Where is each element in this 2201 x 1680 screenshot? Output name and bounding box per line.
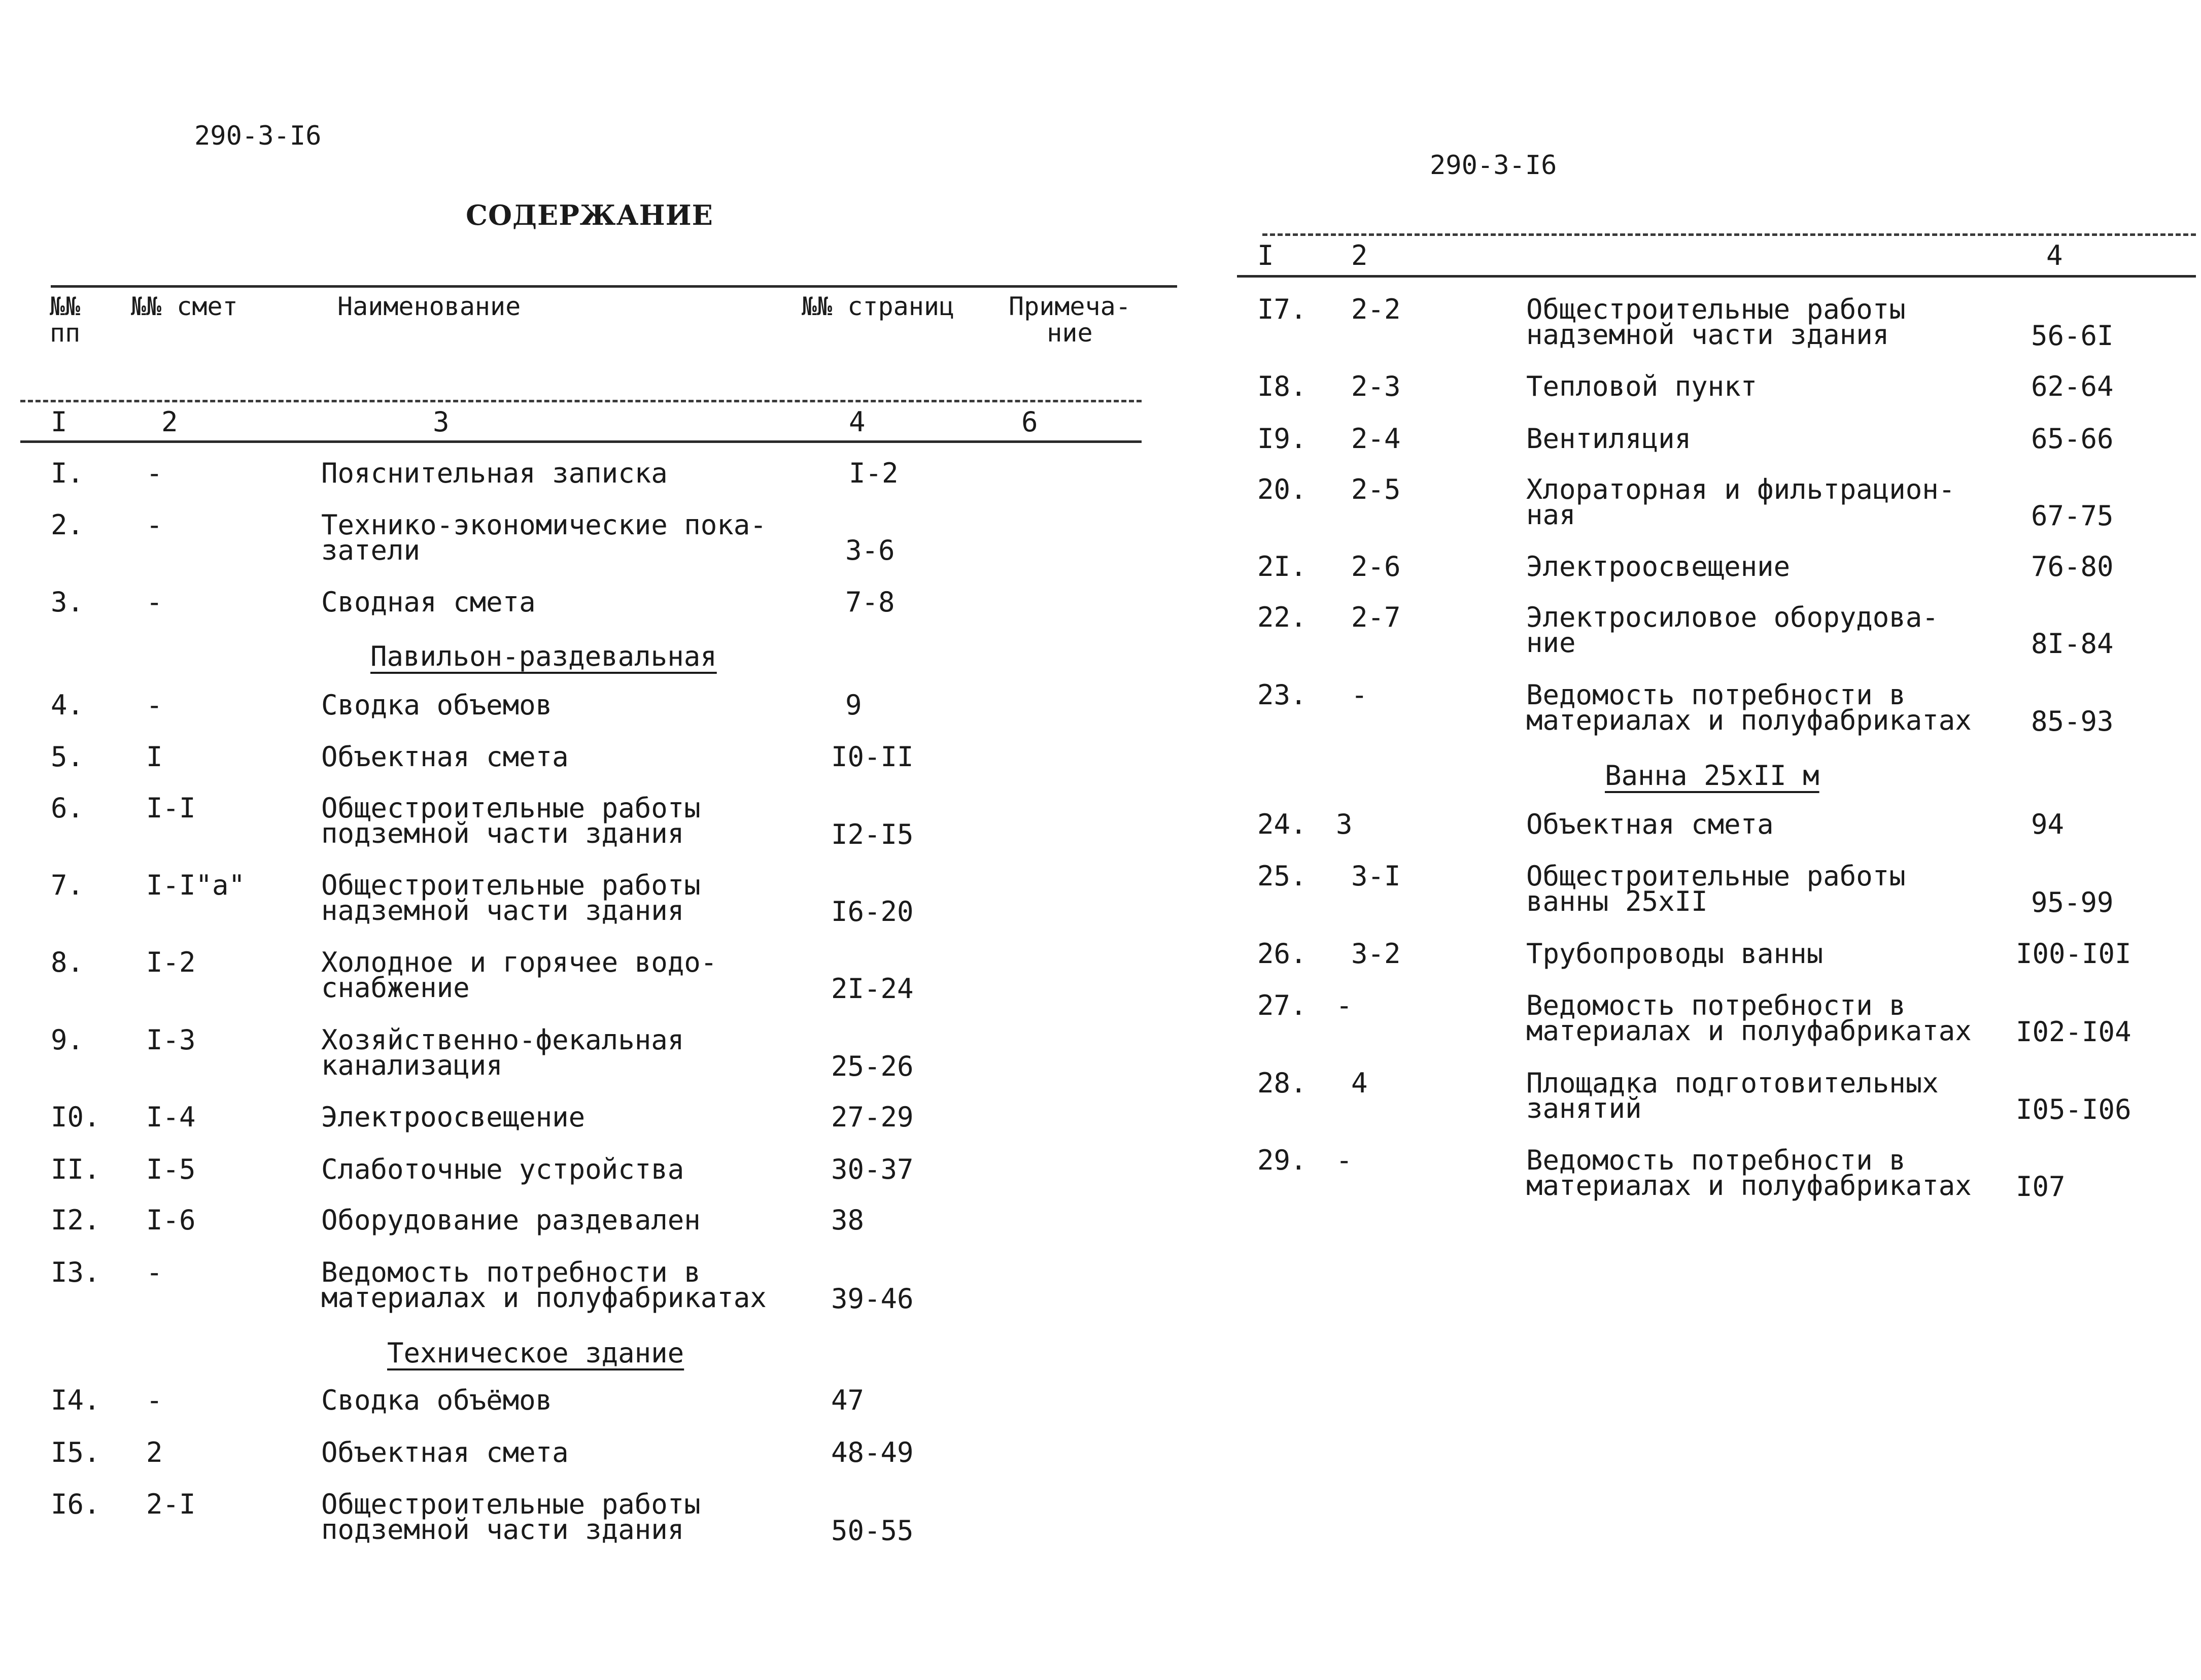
right-column-number-2: 2 xyxy=(1351,239,1368,271)
column-number-6: 6 xyxy=(1021,406,1038,438)
row-estimate: 2-6 xyxy=(1351,551,1401,582)
row-pages: 62-64 xyxy=(2031,370,2114,402)
row-name: Пояснительная записка xyxy=(321,457,668,489)
row-number: I. xyxy=(51,457,84,489)
row-pages: 67-75 xyxy=(2031,500,2114,532)
row-name: Электросиловое оборудова- ние xyxy=(1526,601,1939,659)
row-number: 24. xyxy=(1257,808,1307,840)
row-pages: 76-80 xyxy=(2031,551,2114,582)
row-estimate: - xyxy=(146,457,163,489)
row-pages: 2I-24 xyxy=(831,973,914,1005)
row-name: Хлораторная и фильтрацион- ная xyxy=(1526,473,1955,531)
row-pages: 94 xyxy=(2031,808,2065,840)
column-number-rule xyxy=(20,440,1142,443)
row-pages: I07 xyxy=(2016,1171,2066,1203)
row-pages: 85-93 xyxy=(2031,705,2114,737)
row-pages: 65-66 xyxy=(2031,423,2114,455)
row-number: 2I. xyxy=(1257,551,1307,582)
row-pages: I0-II xyxy=(831,741,914,773)
row-name: Общестроительные работы подземной части здания xyxy=(321,1488,701,1546)
right-doc-code: 290-3-I6 xyxy=(1430,150,1557,181)
row-estimate: 3 xyxy=(1336,808,1353,840)
row-pages: I-2 xyxy=(849,457,899,489)
row-estimate: I-I xyxy=(146,792,196,824)
row-name: Хозяйственно-фекальная канализация xyxy=(321,1024,684,1081)
left-doc-code: 290-3-I6 xyxy=(194,121,322,151)
row-pages: 48-49 xyxy=(831,1436,914,1468)
row-pages: 47 xyxy=(831,1384,865,1416)
row-number: 28. xyxy=(1257,1067,1307,1099)
row-estimate: 4 xyxy=(1351,1067,1368,1099)
row-estimate: - xyxy=(146,586,163,618)
row-estimate: I-2 xyxy=(146,946,196,978)
column-number-1: I xyxy=(51,406,67,438)
row-number: II. xyxy=(51,1153,100,1185)
row-pages: I2-I5 xyxy=(831,818,914,850)
row-name: Технико-экономические пока- затели xyxy=(321,509,767,566)
row-estimate: 2-5 xyxy=(1351,473,1401,505)
row-pages: 56-6I xyxy=(2031,320,2114,352)
header-name: Наименование xyxy=(337,292,521,321)
section-title: Павильон-раздевальная xyxy=(370,640,717,672)
row-estimate: I-6 xyxy=(146,1204,196,1236)
row-name: Ведомость потребности в материалах и полуфабрикатах xyxy=(1526,1144,1972,1202)
row-number: 25. xyxy=(1257,860,1307,892)
row-estimate: - xyxy=(146,689,163,721)
row-number: 4. xyxy=(51,689,84,721)
column-number-2: 2 xyxy=(161,406,178,438)
row-estimate: 2-7 xyxy=(1351,601,1401,633)
row-estimate: I xyxy=(146,741,163,773)
row-number: I4. xyxy=(51,1384,100,1416)
row-number: 3. xyxy=(51,586,84,618)
row-number: 29. xyxy=(1257,1144,1307,1176)
row-pages: 38 xyxy=(831,1204,865,1236)
row-estimate: - xyxy=(146,1384,163,1416)
row-pages: 25-26 xyxy=(831,1050,914,1082)
right-column-number-4: 4 xyxy=(2046,239,2063,271)
row-estimate: 2-4 xyxy=(1351,423,1401,455)
row-number: 8. xyxy=(51,946,84,978)
row-estimate: - xyxy=(1336,1144,1353,1176)
column-number-4: 4 xyxy=(849,406,866,438)
row-pages: I02-I04 xyxy=(2016,1016,2131,1048)
row-number: 23. xyxy=(1257,679,1307,711)
row-name: Трубопроводы ванны xyxy=(1526,938,1824,970)
row-number: I2. xyxy=(51,1204,100,1236)
row-pages: 27-29 xyxy=(831,1101,914,1133)
row-name: Сводная смета xyxy=(321,586,536,618)
row-name: Площадка подготовительных занятий xyxy=(1526,1067,1939,1124)
row-name: Объектная смета xyxy=(1526,808,1774,840)
row-estimate: I-5 xyxy=(146,1153,196,1185)
row-number: I8. xyxy=(1257,370,1307,402)
row-estimate: - xyxy=(1351,679,1368,711)
row-name: Ведомость потребности в материалах и полуфабрикатах xyxy=(1526,989,1972,1047)
row-number: I6. xyxy=(51,1488,100,1520)
row-number: I3. xyxy=(51,1256,100,1288)
row-name: Электроосвещение xyxy=(321,1101,586,1133)
row-pages: I05-I06 xyxy=(2016,1093,2131,1125)
row-name: Тепловой пункт xyxy=(1526,370,1758,402)
row-number: 2. xyxy=(51,509,84,541)
row-name: Общестроительные работы подземной части здания xyxy=(321,792,701,849)
row-pages: 30-37 xyxy=(831,1153,914,1185)
row-estimate: 2-2 xyxy=(1351,293,1401,325)
row-pages: 3-6 xyxy=(845,534,895,566)
row-name: Ведомость потребности в материалах и полуфабрикатах xyxy=(321,1256,767,1314)
row-name: Сводка объемов xyxy=(321,689,553,721)
row-pages: 8I-84 xyxy=(2031,628,2114,660)
row-estimate: - xyxy=(146,1256,163,1288)
row-pages: 50-55 xyxy=(831,1515,914,1547)
header-pages: №№ страниц xyxy=(802,292,955,321)
row-pages: I6-20 xyxy=(831,896,914,928)
row-number: I9. xyxy=(1257,423,1307,455)
page-title: СОДЕРЖАНИЕ xyxy=(466,199,713,231)
row-estimate: - xyxy=(146,509,163,541)
row-number: 22. xyxy=(1257,601,1307,633)
column-number-3: 3 xyxy=(433,406,450,438)
row-number: I5. xyxy=(51,1436,100,1468)
row-pages: I00-I0I xyxy=(2016,938,2131,970)
table-top-rule xyxy=(51,285,1177,288)
row-name: Объектная смета xyxy=(321,741,569,773)
header-estimate-number: №№ смет xyxy=(131,292,238,321)
row-pages: 39-46 xyxy=(831,1283,914,1315)
row-name: Вентиляция xyxy=(1526,423,1692,455)
section-title: Ванна 25хII м xyxy=(1605,760,1819,792)
row-estimate: I-3 xyxy=(146,1024,196,1056)
row-estimate: 3-I xyxy=(1351,860,1401,892)
row-number: 27. xyxy=(1257,989,1307,1021)
row-number: 26. xyxy=(1257,938,1307,970)
row-estimate: 2-3 xyxy=(1351,370,1401,402)
row-name: Слаботочные устройства xyxy=(321,1153,684,1185)
row-pages: 95-99 xyxy=(2031,886,2114,918)
header-row-number: №№ пп xyxy=(50,292,81,348)
row-name: Электроосвещение xyxy=(1526,551,1791,582)
row-number: I0. xyxy=(51,1101,100,1133)
row-name: Объектная смета xyxy=(321,1436,569,1468)
row-name: Оборудование раздевален xyxy=(321,1204,701,1236)
row-number: 7. xyxy=(51,869,84,901)
section-title: Техническое здание xyxy=(387,1337,684,1369)
row-number: I7. xyxy=(1257,293,1307,325)
row-name: Холодное и горячее водо- снабжение xyxy=(321,946,717,1004)
row-estimate: 2-I xyxy=(146,1488,196,1520)
row-estimate: I-I"а" xyxy=(146,869,246,901)
row-estimate: 2 xyxy=(146,1436,163,1468)
right-table-top-rule xyxy=(1262,233,2196,236)
row-number: 5. xyxy=(51,741,84,773)
right-column-number-rule xyxy=(1237,275,2196,278)
header-note: Примеча- ние xyxy=(1009,292,1131,348)
row-estimate: 3-2 xyxy=(1351,938,1401,970)
row-number: 6. xyxy=(51,792,84,824)
right-column-number-1: I xyxy=(1257,239,1274,271)
row-estimate: I-4 xyxy=(146,1101,196,1133)
row-name: Сводка объёмов xyxy=(321,1384,553,1416)
row-estimate: - xyxy=(1336,989,1353,1021)
row-name: Общестроительные работы надземной части здания xyxy=(321,869,701,927)
row-pages: 7-8 xyxy=(845,586,895,618)
row-number: 9. xyxy=(51,1024,84,1056)
row-name: Ведомость потребности в материалах и полуфабрикатах xyxy=(1526,679,1972,736)
row-number: 20. xyxy=(1257,473,1307,505)
header-rule xyxy=(20,400,1142,402)
row-name: Общестроительные работы ванны 25хII xyxy=(1526,860,1906,917)
row-name: Общестроительные работы надземной части здания xyxy=(1526,293,1906,351)
row-pages: 9 xyxy=(845,689,862,721)
